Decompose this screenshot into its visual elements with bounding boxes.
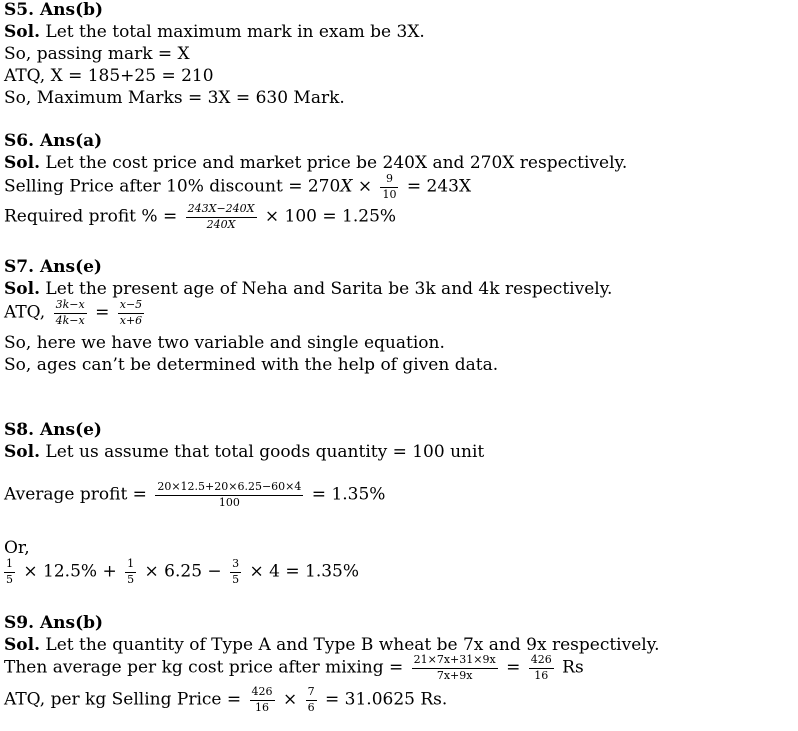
denominator: 5	[6, 572, 13, 586]
s8-b-text: × 6.25 −	[139, 561, 228, 582]
s6-rp-prefix: Required profit % =	[4, 206, 183, 227]
denominator: 6	[307, 700, 315, 714]
s7-line4: So, ages can’t be determined with the help of given data.	[4, 355, 499, 375]
s9-line1-text: Let the quantity of Type A and Type B wheat be 7x and 9x respectively.	[40, 635, 660, 655]
fraction	[54, 299, 87, 327]
s9-avg-eq: =	[500, 657, 526, 678]
denominator: 5	[232, 572, 240, 586]
fraction	[4, 558, 15, 586]
s8-or-line: Or,	[4, 538, 30, 558]
numerator: 243X−240X	[186, 203, 257, 218]
denominator: 240X	[206, 217, 236, 231]
numerator: 1	[125, 558, 136, 573]
numerator: 426	[250, 686, 275, 701]
sol-label: Sol.	[4, 153, 40, 173]
s6-sp-var: X	[340, 176, 353, 197]
s8-ap-prefix: Average profit =	[4, 484, 153, 505]
numerator: 426	[529, 654, 554, 669]
numerator: 1	[4, 558, 15, 573]
numerator: 21×7x+31×9x	[412, 654, 498, 669]
s9-sp-result: = 31.0625 Rs.	[319, 689, 448, 710]
s8-c-text: × 4 = 1.35%	[244, 561, 360, 582]
fraction	[125, 558, 136, 586]
s8-ap-result: = 1.35%	[306, 484, 386, 505]
sol-label: Sol.	[4, 22, 40, 42]
s6-line1-text: Let the cost price and market price be 240X and 270X respectively.	[40, 153, 628, 173]
s5-line1	[4, 22, 425, 42]
s9-avg-unit: Rs	[556, 657, 584, 678]
s5-line1-text: Let the total maximum mark in exam be 3X.	[40, 22, 425, 42]
s7-line1	[4, 279, 612, 299]
numerator: 3k−x	[54, 299, 87, 314]
s6-required-profit-line	[4, 203, 396, 231]
fraction	[306, 686, 317, 714]
numerator: x−5	[118, 299, 144, 314]
s7-line3: So, here we have two variable and single equation.	[4, 333, 445, 353]
denominator: 16	[534, 668, 549, 682]
s6-selling-price-line	[4, 173, 471, 201]
s8-average-profit-line	[4, 481, 385, 509]
s8-heading: S8. Ans(e)	[4, 420, 102, 440]
s9-avg-prefix: Then average per kg cost price after mixing =	[4, 657, 409, 678]
s9-selling-price-line	[4, 686, 447, 714]
s9-sp-prefix: ATQ, per kg Selling Price =	[4, 689, 247, 710]
denominator: 7x+9x	[436, 668, 473, 682]
sol-label: Sol.	[4, 442, 40, 462]
numerator: 3	[230, 558, 241, 573]
s6-sp-prefix: Selling Price after 10% discount = 270	[4, 176, 341, 197]
fraction	[186, 203, 257, 231]
s8-a-text: × 12.5% +	[18, 561, 123, 582]
s7-atq-prefix: ATQ,	[4, 302, 51, 323]
s8-line1	[4, 442, 484, 462]
s7-atq-line	[4, 299, 147, 327]
denominator: 100	[218, 495, 240, 509]
s9-average-line	[4, 654, 584, 682]
s6-heading: S6. Ans(a)	[4, 131, 103, 151]
numerator: 9	[380, 173, 398, 188]
sol-label: Sol.	[4, 635, 40, 655]
s6-sp-result: = 243X	[401, 176, 472, 197]
denominator: 4k−x	[55, 313, 85, 327]
denominator: 16	[255, 700, 270, 714]
s7-equals: =	[89, 302, 115, 323]
s8-line1-text: Let us assume that total goods quantity = 100 unit	[40, 442, 485, 462]
fraction	[529, 654, 554, 682]
fraction	[118, 299, 144, 327]
fraction	[380, 173, 398, 201]
numerator: 7	[306, 686, 317, 701]
denominator: x+6	[119, 313, 143, 327]
s9-sp-times: ×	[277, 689, 303, 710]
denominator: 5	[127, 572, 135, 586]
sol-label: Sol.	[4, 279, 40, 299]
denominator: 10	[382, 187, 397, 201]
s9-line1	[4, 635, 659, 655]
s6-rp-result: × 100 = 1.25%	[259, 206, 397, 227]
s5-line4: So, Maximum Marks = 3X = 630 Mark.	[4, 88, 345, 108]
fraction	[230, 558, 241, 586]
s5-line2: So, passing mark = X	[4, 44, 190, 64]
s5-line3: ATQ, X = 185+25 = 210	[4, 66, 214, 86]
s6-line1	[4, 153, 627, 173]
s7-line1-text: Let the present age of Neha and Sarita be 3k and 4k respectively.	[40, 279, 613, 299]
s8-alt-line	[4, 558, 359, 586]
fraction	[155, 481, 303, 509]
s9-heading: S9. Ans(b)	[4, 613, 104, 633]
fraction	[412, 654, 498, 682]
fraction	[250, 686, 275, 714]
s6-sp-times: ×	[352, 176, 378, 197]
s7-heading: S7. Ans(e)	[4, 257, 102, 277]
numerator: 20×12.5+20×6.25−60×4	[155, 481, 303, 496]
s5-heading: S5. Ans(b)	[4, 0, 104, 20]
